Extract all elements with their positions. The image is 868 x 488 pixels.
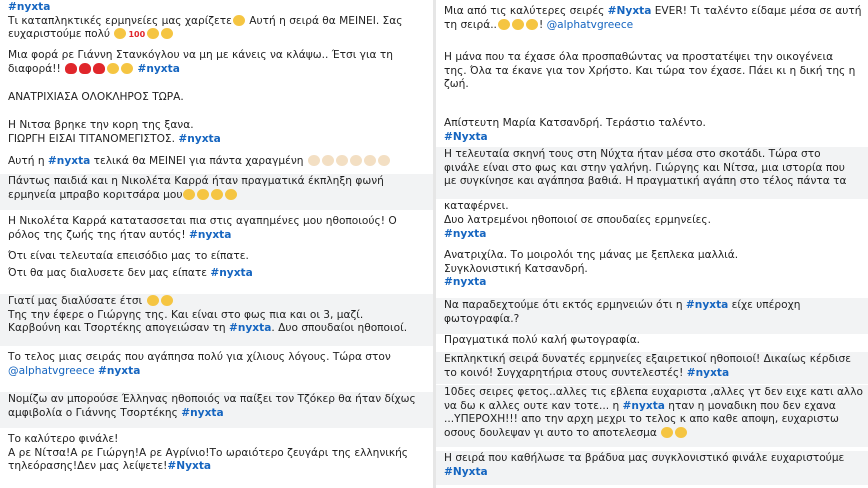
tweet-line [444,386,863,400]
tweet-text: Καρβούνη και Τσορτέκης απογειώσαν τη [8,322,229,334]
tweet-text: το κοινό! Συγχαρητήρια στους συντελεστές! [444,366,687,379]
tweet-text: Γιατί μας διαλύσατε έτσι [8,295,146,307]
tweet-text: Να παραδεχτούμε ότι εκτός ερμηνειών ότι η [444,299,686,311]
tweet-line [444,175,860,189]
heart-icon [93,63,105,74]
tweet-card [0,48,433,84]
tweet-line [444,249,860,263]
tweet-text: ΓΙΩΡΓΗ ΕΙΣΑΙ ΤΙΤΑΝΟΜΕΓΙΣΤΟΣ. [8,132,179,145]
tweet-card [436,352,868,384]
tweet-text: τη σειρά.. [444,18,497,31]
tweet-card [0,249,433,267]
tweet-line [8,155,425,169]
tweet-text: να δω κ αλλες ουτε καν τοτε... η [444,399,623,412]
tweet-line [444,276,860,290]
tweet-card [0,118,433,154]
tweet-line [8,295,425,309]
tweet-line [8,393,425,407]
tweet-text: Η μάνα που τα έχασε όλα προσπαθώντας να προστατέψει την οικογένεια [444,51,834,63]
tweet-line [8,267,425,281]
tweet-line [444,353,860,367]
tweet-line [8,28,425,42]
tweet-text: ...ΥΠΕΡΟΧΗ!!! απο την αρχη μεχρι το τελος κ απο καθε αποψη, ευχαριστω [444,413,839,425]
tweet-text: Μια από τις καλύτερες σειρές [444,5,608,17]
crying-icon [161,295,173,306]
tweet-card [436,298,868,334]
tweet-card [436,4,868,40]
hashtag-link[interactable]: #nyxta [444,227,487,240]
hashtag-link[interactable]: #nyxta [8,1,51,13]
tweet-line [444,214,860,228]
tweet-line [8,351,425,365]
tweet-card [436,213,868,249]
tweet-line [8,322,425,336]
hashtag-link[interactable]: #nyxta [137,62,180,75]
heart-icon [65,63,77,74]
tweet-line [444,228,860,242]
clap-icon [675,427,687,438]
tweet-text: Η Νικολέτα Καρρά κατατασσεται πια στις αγαπημένες μου ηθοποιούς! Ο [8,215,397,227]
clap-icon [336,155,348,166]
tweet-line [444,367,860,381]
tweet-line [8,407,425,421]
clap-icon [211,189,223,200]
tweet-line [444,148,860,162]
tweet-text: Πάντως παιδιά και η Νικολέτα Καρρά ήταν πραγματικά έκπληξη φωνή [8,175,384,187]
mention-link[interactable]: @alphatvgreece [8,364,95,377]
tweet-card [436,451,868,485]
hashtag-link[interactable]: #Nyxta [444,465,488,478]
tweet-text: ευχαριστούμε πολύ [8,28,114,40]
tweet-card [436,50,868,100]
clap-icon [161,28,173,39]
hashtag-link[interactable]: #nyxta [181,406,224,419]
tweet-line [444,299,860,313]
tweet-line [8,175,425,189]
tweet-text: Ότι θα μας διαλυσετε δεν μας είπατε [8,267,211,279]
tweet-card [436,385,868,447]
tweet-text: Τι καταπληκτικές ερμηνείες μας χαρίζετε [8,14,232,27]
tweet-text: ΑΝΑΤΡΙΧΙΑΣΑ ΟΛΟΚΛΗΡΟΣ ΤΩΡΑ. [8,91,184,103]
tweet-line [8,433,425,447]
crying-icon [121,63,133,74]
tweet-card [0,174,433,210]
tweet-line [8,15,425,29]
hashtag-link[interactable]: #nyxta [444,276,487,288]
hashtag-link[interactable]: #nyxta [685,299,729,311]
tweet-line [8,119,425,133]
tweet-text: Το τελος μιας σειράς που αγάπησα πολύ για χίλιους λόγους. Τώρα στον [8,351,391,363]
tweet-text: Αυτή η σειρά θα ΜΕΙΝΕΙ. Σας [245,14,403,27]
hashtag-link[interactable]: #nyxta [47,155,91,167]
tweet-text: Συγκλονιστική Κατσανδρή. [444,262,588,275]
tweet-text: της. Όλα τα έκανε για τον Χρήστο. Και τώρα τον έχασε. Πάει κι η δική της η [444,64,856,77]
tweet-line [8,189,425,203]
tweet-card [0,350,433,386]
tweet-line [444,313,860,327]
tweet-text: Δυο λατρεμένοι ηθοποιοί σε σπουδαίες ερμηνείες. [444,214,711,226]
tweet-text: είχε υπέροχη [728,299,801,311]
tweet-text: Η Νιτσα βρηκε την κορη της ξανα. [8,119,194,131]
tweet-text: Νομίζω αν μπορούσε Έλληνας ηθοποιός να παίξει τον Τζόκερ θα ήταν δίχως [8,393,416,405]
tweet-line [8,229,425,243]
tweet-text: Η τελευταία σκηνή τους στη Νύχτα ήταν μέσα στο σκοτάδι. Τώρα στο [444,148,821,160]
tweet-line [8,63,425,77]
hashtag-link[interactable]: #nyxta [189,228,232,241]
tweet-line [444,400,860,414]
tweet-line [444,413,860,427]
clap-icon [364,155,376,166]
tweet-text: Μια φορά ρε Γιάννη Στανκόγλου να μη με κάνεις να κλάψω.. Έτσι για τη [8,49,393,61]
tweet-line [8,91,425,105]
clap-icon [378,155,390,166]
tweet-line [8,309,425,323]
hashtag-link[interactable]: #nyxta [228,322,272,334]
hundred-points-icon: 100 [128,30,146,39]
crying-icon [107,63,119,74]
hashtag-link[interactable]: #nyxta [686,366,730,379]
tweet-line [444,5,860,19]
pray-icon [114,28,126,39]
tweet-text: φωτογραφία.? [444,312,520,325]
tweet-text: ! [538,18,547,31]
tweet-text: Ανατριχίλα. Το μοιρολόι της μάνας με ξεπλεκα μαλλιά. [444,249,739,261]
tweet-line [444,200,860,214]
tweet-card [0,90,433,108]
tweet-card [436,248,868,300]
clap-icon [661,427,673,438]
tweet-text: Α ρε Νίτσα!Α ρε Γιώργη!Α ρε Αγρίνιο!Το ωραιότερο ζευγάρι της ελληνικής [8,446,409,459]
tweet-line [8,49,425,63]
tweet-line [8,133,425,147]
clap-icon [526,19,538,30]
hashtag-link[interactable]: #Nyxta [444,130,488,143]
tweet-card [0,294,433,346]
clap-icon [308,155,320,166]
tweet-line [444,117,860,131]
clap-icon [225,189,237,200]
tweet-card [0,154,433,174]
tweet-line [8,365,425,379]
tweet-card [436,147,868,199]
tweet-line [444,162,860,176]
heart-icon [79,63,91,74]
clap-icon [197,189,209,200]
tweet-text: οσους δουλεψαν γι αυτο το αποτελεσμα [444,426,661,439]
tweet-text: Εκπληκτική σειρά δυνατές ερμηνείες εξαιρετικοί ηθοποιοί! Δικαίως κέρδισε [444,353,851,365]
tweet-text: αμφιβολία ο Γιάννης Τσορτέκης [8,406,182,419]
ok-icon [147,28,159,39]
tweet-line [8,250,425,264]
clap-icon [512,19,524,30]
tweet-text: καταφέρνει. [444,200,509,212]
tweet-card [0,266,433,284]
hashtag-link[interactable]: #Nyxta [607,5,652,17]
tweet-text: ζωή. [444,78,469,90]
tweet-card [0,392,433,428]
tweet-line [8,460,425,474]
tweet-line [444,452,860,466]
crying-icon [147,295,159,306]
tweet-text: ηταν η μοναδικη που δεν εχανα [664,399,836,412]
clap-icon [498,19,510,30]
tweet-text: 10δες σειρες φετος..αλλες τις εβλεπα ευχαριστα ,αλλες γτ δεν ειχε κατι αλλο [444,386,863,398]
hashtag-link[interactable]: #nyxta [210,267,253,279]
mention-link[interactable]: @alphatvgreece [546,18,634,31]
clap-icon [183,189,195,200]
tweet-text: διαφορά!! [8,62,65,75]
tweet-line [444,263,860,277]
tweet-card [436,333,868,351]
clap-icon [233,15,245,26]
tweet-line [444,65,860,79]
tweet-text: Ότι είναι τελευταία επεισόδιο μας το είπατε. [8,250,249,262]
tweet-line [8,447,425,461]
tweet-line [444,51,860,65]
clap-icon [322,155,334,166]
tweet-text: φινάλε είναι στο φως και στην γαλήνη. Γιώργης και Νίτσα, μια ιστορία που [444,161,845,174]
tweet-text: Η σειρά που καθήλωσε τα βράδυα μας συγκλονιστικό φινάλε ευχαριστούμε [444,452,845,464]
tweet-text: Το καλύτερο φινάλε! [8,433,119,445]
tweet-text: Της την έφερε ο Γιώργης της. Και είναι στο φως πια και οι 3, μαζί. [8,308,364,321]
tweet-line [444,427,860,441]
tweet-text: Πραγματικά πολύ καλή φωτογραφία. [444,334,641,346]
tweet-line [444,466,860,480]
tweet-line [444,334,860,348]
tweet-text: Αυτή η [8,155,48,167]
hashtag-link[interactable]: #nyxta [97,364,141,377]
tweet-line [444,19,860,33]
tweet-card [0,214,433,250]
clap-icon [350,155,362,166]
hashtag-link[interactable]: #Nyxta [167,460,212,472]
hashtag-link[interactable]: #nyxta [178,132,221,145]
tweet-line [8,215,425,229]
tweet-card [0,432,433,488]
tweet-text: τελικά θα ΜΕΙΝΕΙ για πάντα χαραγμένη [90,155,307,167]
tweet-text: ερμηνεία μπραβο κοριτσάρα μου [8,188,183,201]
tweet-text: . Δυο σπουδαίοι ηθοποιοί. [271,322,408,334]
hashtag-link[interactable]: #nyxta [622,399,665,412]
tweet-line [444,78,860,92]
tweet-line [444,131,860,145]
tweet-card [0,0,433,48]
tweet-text: EVER! Τι ταλέντο είδαμε μέσα σε αυτή [651,5,862,17]
tweet-line [8,1,425,15]
tweet-text: ρόλος της ζωής της ήταν αυτός! [8,228,189,241]
tweet-text: τηλεόρασης!Δεν μας λείψετε! [8,460,168,472]
tweet-text: με συγκίνησε και αγάπησα βαθιά. Η πραγματική αγάπη στο τέλος πάντα τα [444,175,847,187]
tweet-text: Απίστευτη Μαρία Κατσανδρή. Τεράστιο ταλέντο. [444,117,706,129]
